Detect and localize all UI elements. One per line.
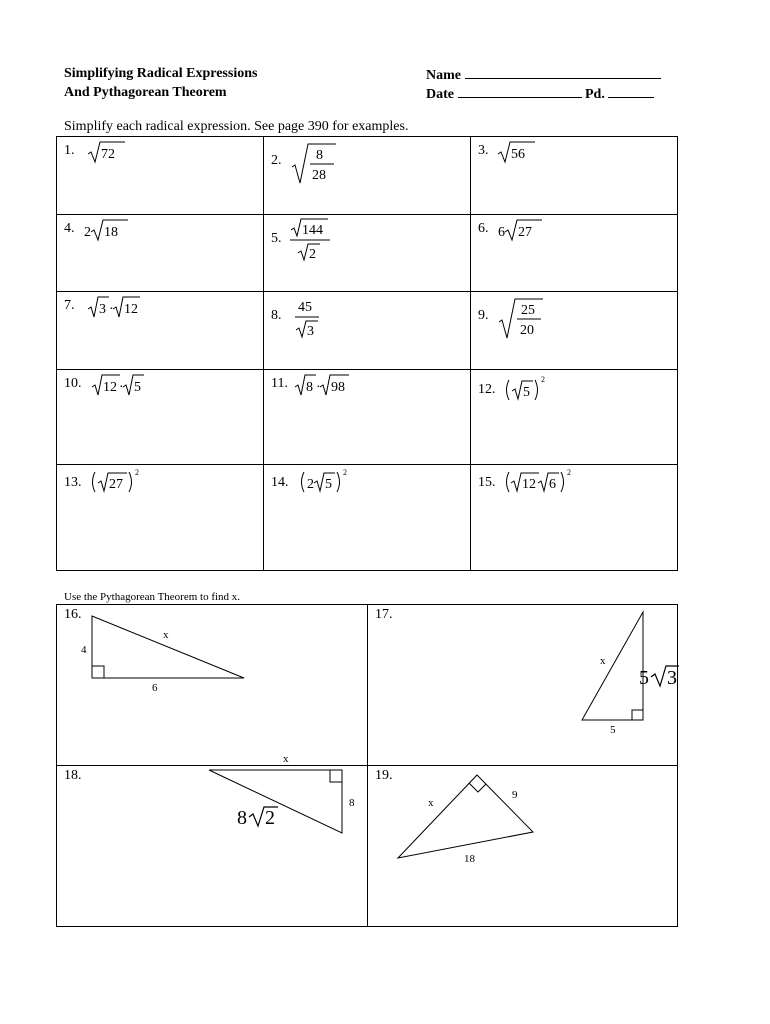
problem-cell-5 [264,215,471,292]
problem-number: 15. [478,475,496,490]
problem-number: 4. [64,221,75,236]
date-label: Date [426,87,454,102]
top-side-label: x [283,753,289,765]
leg-label: 5 [610,724,616,736]
problem-cell-3 [471,137,678,215]
radicand: 27 [518,225,532,240]
problem-number: 18. [64,768,82,783]
coefficient: 2 [307,477,314,492]
coefficient: 6 [498,225,505,240]
problem-expression [286,294,356,342]
problem-expression [292,372,382,398]
denominator: 2 [309,247,316,262]
problem-cell-4 [57,215,264,292]
coefficient: 2 [84,225,91,240]
problem-cell-14 [264,465,471,571]
radicand: 12 [522,477,536,492]
radicand: 27 [109,477,123,492]
problem-number: 6. [478,221,489,236]
problem-expression [81,217,151,243]
problem-cell-7 [57,292,264,370]
problem-expression [501,467,591,499]
exponent: 2 [567,468,571,477]
problem-cell-10 [57,370,264,465]
radicand: 72 [101,147,115,162]
problem-expression [286,217,356,265]
radicand: 12 [103,380,117,395]
numerator: 25 [521,303,535,318]
radicand: 5 [325,477,332,492]
problem-cell-11 [264,370,471,465]
pythagorean-problems-table [56,604,678,927]
problem-number: 3. [478,143,489,158]
date-field [426,85,654,103]
problem-cell-2 [264,137,471,215]
triangle-diagram-18 [57,753,367,926]
hypotenuse-label: 18 [464,853,475,865]
problem-cell-8 [264,292,471,370]
section2-instructions: Use the Pythagorean Theorem to find x. [64,591,241,603]
denominator: 28 [312,168,326,183]
problem-cell-1 [57,137,264,215]
problem-number: 5. [271,231,282,246]
leg-label-5root3 [639,666,679,689]
problem-expression [288,139,358,187]
radicand: 18 [104,225,118,240]
problem-number: 14. [271,475,289,490]
side-label: x [428,797,434,809]
problem-number: 12. [478,382,496,397]
radicand: 8 [306,380,313,395]
problem-number: 17. [375,607,393,622]
multiply-dot: · [119,380,124,395]
side-label: 8 [349,797,355,809]
problem-number: 2. [271,153,282,168]
problem-number: 16. [64,607,82,622]
problem-cell-9 [471,292,678,370]
problem-number: 9. [478,308,489,323]
problem-number: 13. [64,475,82,490]
problem-expression [85,139,145,165]
problem-expression [495,294,565,342]
problem-cell-18 [57,753,368,927]
hypotenuse-label-8root2 [237,807,278,829]
numerator: 45 [298,300,312,315]
name-label: Name [426,68,461,83]
period-label: Pd. [585,87,605,102]
worksheet-title-line2: And Pythagorean Theorem [64,85,227,100]
radicand: 3 [667,667,677,689]
radicand: 6 [549,477,556,492]
worksheet-title-line1: Simplifying Radical Expressions [64,66,258,81]
exponent: 2 [135,468,139,477]
denominator: 20 [520,323,534,338]
radicand: 3 [99,302,106,317]
hypotenuse-label: x [600,655,606,667]
radicand: 2 [265,807,275,829]
problem-expression [296,467,376,499]
problem-cell-19 [368,766,678,927]
name-blank [465,66,661,79]
radicand: 5 [523,385,530,400]
numerator: 8 [316,148,323,163]
problem-expression [495,139,555,165]
problem-number: 10. [64,376,82,391]
problem-number: 8. [271,308,282,323]
side-label: 9 [512,789,518,801]
problem-expression [89,372,179,398]
multiply-dot: · [109,302,114,317]
radical-problems-table [56,136,678,571]
multiply-dot: · [316,380,321,395]
problem-cell-17 [368,605,678,766]
exponent: 2 [541,375,545,384]
problem-cell-12 [471,370,678,465]
problem-expression [495,217,565,243]
problem-cell-16 [57,605,368,766]
problem-number: 19. [375,768,393,783]
problem-expression [87,467,167,499]
leg-label: 6 [152,682,158,694]
problem-expression [83,294,173,320]
problem-cell-15 [471,465,678,571]
name-field [426,66,661,84]
coefficient: 5 [639,667,649,689]
radicand: 56 [511,147,525,162]
radicand: 12 [124,302,138,317]
coefficient: 8 [237,807,247,829]
problem-expression [501,372,571,404]
problem-cell-13 [57,465,264,571]
triangle-diagram-17 [368,605,679,765]
radicand: 98 [331,380,345,395]
date-blank [458,85,582,98]
radicand: 5 [134,380,141,395]
problem-cell-6 [471,215,678,292]
denominator: 3 [307,324,314,339]
leg-label: 4 [81,644,87,656]
triangle-diagram-19 [368,766,679,926]
hypotenuse-label: x [163,629,169,641]
problem-number: 7. [64,298,75,313]
section1-instructions: Simplify each radical expression. See page 390 for examples. [64,119,409,134]
numerator: 144 [302,223,323,238]
problem-number: 11. [271,376,288,391]
triangle-diagram-16 [57,605,367,765]
exponent: 2 [343,468,347,477]
period-blank [608,85,654,98]
problem-number: 1. [64,143,75,158]
